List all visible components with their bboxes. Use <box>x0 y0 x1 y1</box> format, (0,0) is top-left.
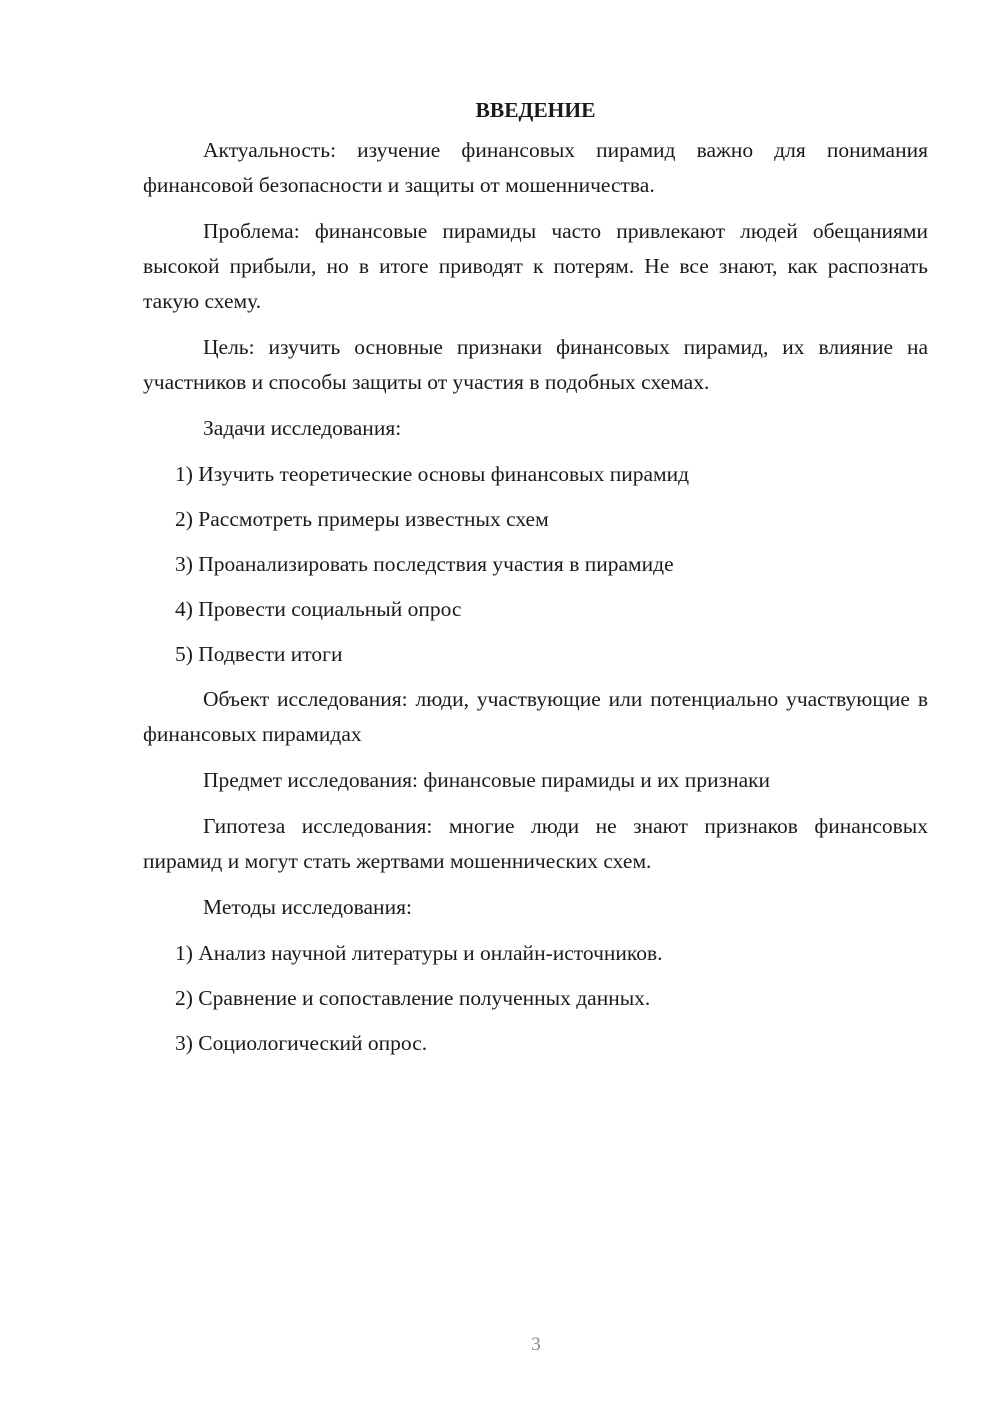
relevance-paragraph: Актуальность: изучение финансовых пирамид важно для понимания финансовой безопасности и защиты от мошенничества. <box>143 138 928 197</box>
page-number: 3 <box>531 1334 541 1355</box>
hypothesis-paragraph: Гипотеза исследования: многие люди не знают признаков финансовых пирамид и могут стать жертвами мошеннических схем. <box>143 814 928 873</box>
section-heading: ВВЕДЕНИЕ <box>475 98 596 122</box>
task-item: 1) Изучить теоретические основы финансовых пирамид <box>175 462 690 486</box>
problem-paragraph: Проблема: финансовые пирамиды часто привлекают людей обещаниями высокой прибыли, но в итоге приводят к потерям. Не все знают, как распознать такую схему. <box>143 219 928 313</box>
method-item: 1) Анализ научной литературы и онлайн-источников. <box>175 941 663 965</box>
task-item: 4) Провести социальный опрос <box>175 597 462 621</box>
task-item: 5) Подвести итоги <box>175 642 343 666</box>
page-content <box>143 96 928 1071</box>
task-item: 3) Проанализировать последствия участия в пирамиде <box>175 552 674 576</box>
task-item: 2) Рассмотреть примеры известных схем <box>175 507 549 531</box>
methods-title: Методы исследования: <box>203 895 412 919</box>
goal-paragraph: Цель: изучить основные признаки финансовых пирамид, их влияние на участников и способы защиты от участия в подобных схемах. <box>143 335 928 394</box>
subject-paragraph: Предмет исследования: финансовые пирамиды и их признаки <box>203 768 771 792</box>
method-item: 3) Социологический опрос. <box>175 1031 428 1055</box>
tasks-title: Задачи исследования: <box>203 416 402 440</box>
method-item: 2) Сравнение и сопоставление полученных данных. <box>175 986 651 1010</box>
object-paragraph: Объект исследования: люди, участвующие или потенциально участвующие в финансовых пирамидах <box>143 687 928 746</box>
